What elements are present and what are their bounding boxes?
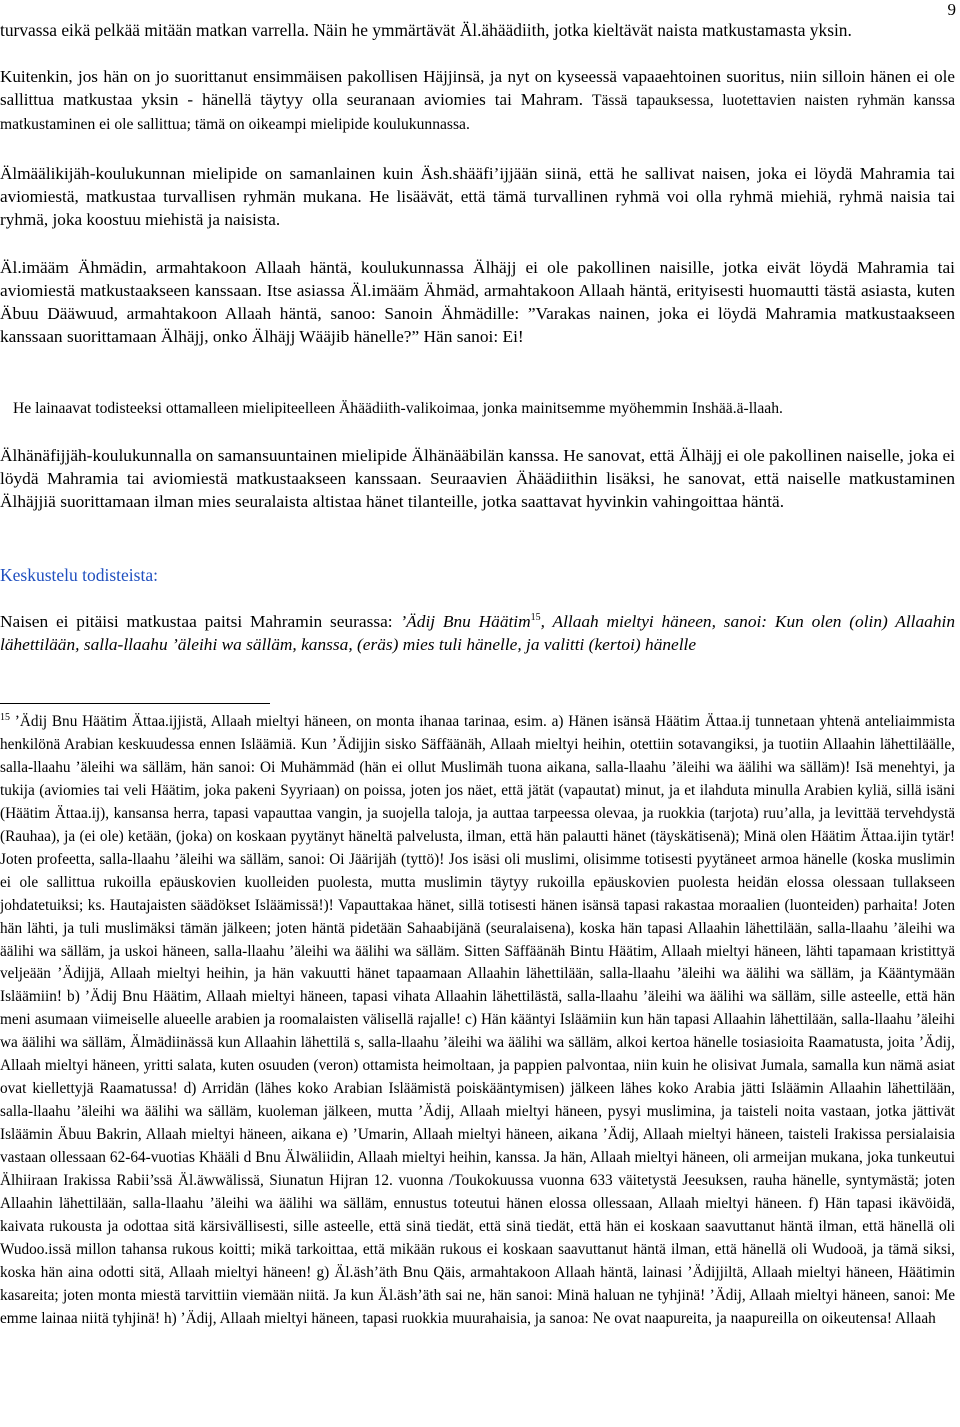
section-heading: Keskustelu todisteista: — [0, 565, 158, 585]
paragraph-hanbali: Äl.imääm Ähmädin, armahtakoon Allaah häntä, koulukunnassa Älhäjj ei ole pakollinen naisille, jotka eivät löydä Mahramia tai aviomiestä matkustaakseen kanssaan. Itse asiassa Äl.imääm Ähmäd, armahtakoon Allaah häntä, erityisesti huomautti tästä asiasta, kuten Äbuu Dääwuud, armahtakoon Allaah häntä, sanoo: Sanoin Ähmädille: ”Varakas nainen, joka ei löydä Mahramia matkustaakseen kanssaan suorittamaan Älhäjj, onko Älhäjj Wääjib hänelle?” Hän sanoi: Ei! — [0, 258, 955, 346]
paragraph-voluntary-hajj-note: Tässä tapauksessa, luotettavien naisten ryhmän kanssa matkustaminen ei ole sallittua; tämä on oikeampi mielipide koulukunnassa. — [0, 92, 955, 133]
footnote-divider — [0, 703, 270, 704]
paragraph-maliki: Älmäälikijäh-koulukunnan mielipide on samanlainen kuin Äsh.shääfi’ijjään siinä, että he sallivat naisen, joka ei löydä Mahramia tai aviomiestä, matkustaa turvallisen ryhmän mukana. He lisäävät, että tämä turvallinen ryhmä voi olla ryhmä miehiä, ryhmä naisia tai ryhmä, joka koostuu miehistä ja naisista. — [0, 164, 955, 229]
paragraph-evidence — [0, 610, 955, 656]
page-number: 9 — [947, 0, 956, 19]
quote-text: , Allaah mieltyi häneen, sanoi: Kun olen (olin) Allaahin lähettilään, salla-llaahu ’äleihi wa sälläm, kanssa, (eräs) mies tuli hänelle, ja valitti (kertoi) hänelle — [0, 612, 956, 654]
paragraph-continuation: turvassa eikä pelkää mitään matkan varrella. Näin he ymmärtävät Äl.ähäädiith, jotka kieltävät naista matkustamasta yksin. — [0, 20, 852, 40]
footnote-text: ’Ädij Bnu Häätim Ättaa.ijjistä, Allaah mieltyi häneen, on monta ihanaa tarinaa, esim. a) Hänen isänsä Häätim Ättaa.ij tunnetaan yhtenä anteliaimmista henkilönä Arabian keskuudessa ennen Isläämiä. Kun ’Ädijjin sisko Säffäänäh, Allaah mieltyi heihin, otettiin sotavangiksi, ja tuotiin Allaahin lähettiläälle, salla-llaahu ’äleihi wa sälläm, hän sanoi: Oi Muhämmäd (hän ei ollut Muslimäh tuona aikana, salla-llaahu ’äleihi wa äälihi wa sälläm)! Isä menehtyi, ja tukija (aviomies tai veli Häätim, joka pakeni Syyriaan) on poissa, joten jos näet, että jätät (vapautat) minut, ja et ilahduta minulla Arabien kyliä, sillä isäni (Häätim Ättaa.ij), kansansa herra, tapasi vapauttaa vangin, ja suojella taloja, ja auttaa tarpeessa olevaa, ja ruokkia (tarjota) ruu’alla, ja levittää tervehdystä (Rauhaa), ja (ei ole) ketään, (joka) on koskaan pyytänyt häneltä palvelusta, ilman, että hän palautti hänet (täyskätisenä); Minä olen Häätim Ättaa.ijin tytär! Joten profeetta, salla-llaahu ’äleihi wa sälläm, sanoi: Oi Jäärijäh (tyttö)! Jos isäsi oli muslimi, olisimme totisesti pyytäneet armoa hänelle (koska muslimin ei ole sallittua rukoilla epäuskovien kuolleiden puolesta, mutta muslimin täytyy rukoilla epäuskovien puolesta heidän elossa olessaan tullakseen johdatetuiksi; ks. Hautajaisten säädökset Isläämissä!)! Vapauttakaa hänet, sillä totisesti hänen isänsä tapasi rakastaa moraalien (luonteiden) parhaita! Joten hän lähti, ja tuli muslimäksi tämän jälkeen; joten häntä pidetään Sahaabijänä (seuralaisena), koska hän tapasi Allaahin lähettilään, salla-llaahu ’äleihi wa äälihi wa sälläm, ja uskoi häneen, salla-llaahu ’äleihi wa äälihi wa sälläm. Sitten Säffäänäh Bintu Häätim, Allaah mieltyi häneen, lähti tapamaan kristittyä veljeään ’Ädijjä, Allaah mieltyi heihin, ja hän vakuutti hänet tapaamaan Allaahin lähettilään, salla-llaahu ’äleihi wa äälihi wa sälläm, ja Kääntymään Isläämiin! b) ’Ädij Bnu Häätim, Allaah mieltyi häneen, tapasi vihata Allaahin lähettilästä, salla-llaahu ’äleihi wa äälihi wa sälläm, sille asteelle, että hän meni asumaan viimeiselle alueelle arabien ja roomalaisten välisellä rajalle! c) Hän kääntyi Isläämiin kun hän tapasi Allaahin lähettilään, salla-llaahu ’äleihi wa äälihi wa sälläm, Älmädiinässä kun Allaahin lähettilä s, salla-llaahu ’äleihi wa äälihi wa sälläm, alkoi kertoa hänelle tosiasioita Raamatusta, joita ’Ädij, Allaah mieltyi häneen, yritti salata, kuten osuuden (veron) ottamista heimoltaan, ja pappien palvontaa, niin kuin he olisivat Jumala, samalla kun nämä asiat ovat kiellettyjä Raamatussa! d) Arridän (lähes koko Arabian Isläämistä poiskääntymisen) jälkeen lähes koko Arabia jätti Isläämin Allaahin lähettilään, salla-llaahu ’äleihi wa äälihi wa sälläm, kuoleman jälkeen, mutta ’Ädij, Allaah mieltyi häneen, pysyi muslimina, ja taisteli noita vastaan, jotka jättivät Isläämin Äbuu Bakrin, Allaah mieltyi häneen, aikana e) ’Umarin, Allaah mieltyi häneen, aikana ’Ädij, Allaah mieltyi häneen, taisteli Irakissa persialaisia vastaan ollessaan 62-64-vuotias Khääli d Bnu Älwäliidin, Allaah mieltyi heihin, kanssa. Ja hän, Allaah mieltyi häneen, oli armeijan mukana, joka tunkeutui Älhiiraan Irakissa Rabii’ssä Äl.äwwälissä, Siunatun Hijran 12. vuonna /Toukokuussa vuonna 633 väitetystä Jeesuksen, rauha hänelle, syntymästä; joten Allaahin lähettilään, salla-llaahu ’äleihi wa äälihi wa sälläm, ennustus toteutui hänen elossa ollessaan, Allaah mieltyi häneen. f) Hän tapasi ikävöidä, kaivata rukousta ja odottaa sitä kärsivällisesti, sille asteelle, että sinä tiedät, että sinä tiedät, että hän ei koskaan saavuttanut häntä ilman, että hänellä oli Wudoo.issä millon tahansa rukous koitti; mikä tarkoittaa, että mikään rukous ei koskaan saavuttanut häntä ilman, että hänellä oli Wudooä, ja tämä siksi, koska hän aina odotti sitä, Allaah mieltyi häneen! g) Äl.äsh’äth Bnu Qäis, armahtakoon Allaah häntä, lainasi ’Ädijjiltä, Allaah mieltyi häneen, Häätimin kasareita; joten monta miestä tarvittiin viemään niitä. Ja kun Äl.äsh’äth sai ne, hän sanoi: Minä haluan ne tyhjinä! ’Ädij, Allaah mieltyi häneen, sanoi: Me emme lainaa niitä tyhjinä! h) ’Ädij, Allaah mieltyi häneen, tapasi ruokkia muurahaisia, ja sanoa: Ne ovat naapureita, ja naapureilla on oikeutensa! Allaah — [0, 713, 955, 1327]
paragraph-voluntary-hajj — [0, 65, 955, 136]
paragraph-evidence-intro: Naisen ei pitäisi matkustaa paitsi Mahramin seurassa: — [0, 612, 401, 631]
paragraph-hanafi: Älhänäfijjäh-koulukunnalla on samansuuntainen mielipide Älhänääbilän kanssa. He sanovat, että Älhäjj ei ole pakollinen naiselle, joka ei löydä Mahramia tai aviomiestä matkustaakseen kanssaan. Seuraavien Ähäädiithin lisäksi, he sanovat, että naiselle matkustaminen Älhäjjiä suorittamaan ilman mies seuralaista altistaa hänet tilanteille, jotka saattavat hyvinkin vahingoittaa häntä. — [0, 446, 955, 511]
footnote-reference[interactable]: 15 — [530, 612, 541, 624]
paragraph-voluntary-hajj-text: Kuitenkin, jos hän on jo suorittanut ensimmäisen pakollisen Häjjinsä, ja nyt on kyseessä vapaaehtoinen suoritus, niin silloin hänen ei ole sallittua matkustaa yksin - hänellä täytyy olla seuranaan aviomies tai Mahram. — [0, 67, 955, 109]
paragraph-evidence-note: He lainaavat todisteeksi ottamalleen mielipiteelleen Ähäädiith-valikoimaa, jonka mainitsemme myöhemmin Inshää.ä-llaah. — [13, 400, 783, 417]
footnote-number: 15 — [0, 711, 10, 723]
footnote — [0, 711, 955, 1331]
quote-name: ’Ädij Bnu Häätim — [400, 612, 531, 631]
